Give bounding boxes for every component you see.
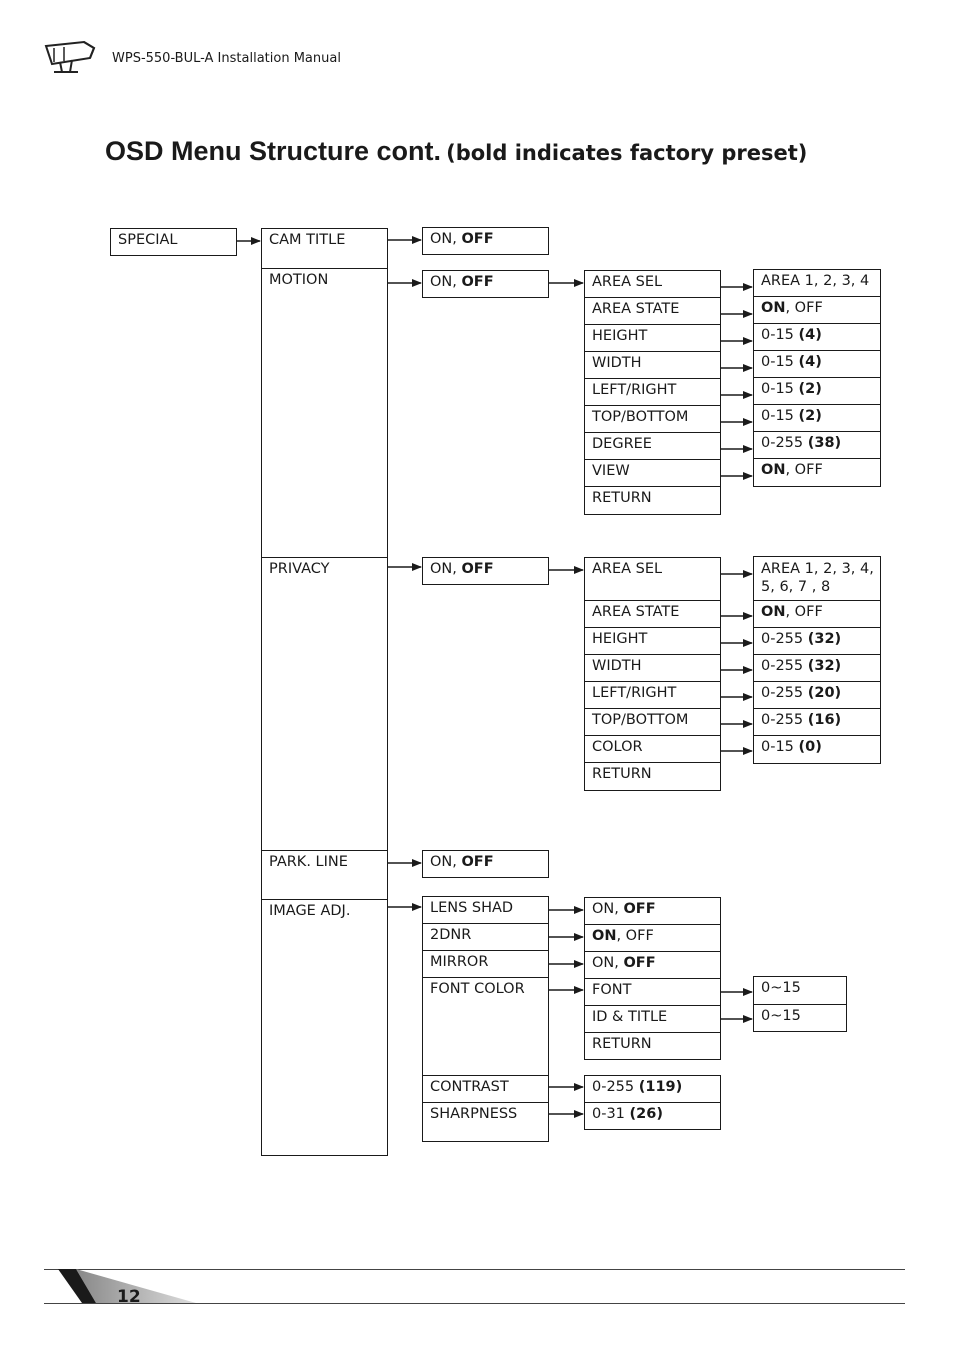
motion-val-degree: 0-255 (38) xyxy=(753,431,881,459)
font-color-sub-return: RETURN xyxy=(584,1032,721,1060)
motion-val-view: ON, OFF xyxy=(753,458,881,487)
privacy-val-height: 0-255 (32) xyxy=(753,627,881,655)
font-color-sub-font: FONT xyxy=(584,978,721,1006)
park-line-value: ON, OFF xyxy=(422,850,549,878)
privacy-val-width: 0-255 (32) xyxy=(753,654,881,682)
menu-motion: MOTION xyxy=(261,268,388,558)
image-val-2dnr: ON, OFF xyxy=(584,924,721,952)
image-sub-2dnr: 2DNR xyxy=(422,923,549,951)
privacy-sub-area-state: AREA STATE xyxy=(584,600,721,628)
privacy-value: ON, OFF xyxy=(422,557,549,585)
motion-sub-width: WIDTH xyxy=(584,351,721,379)
page-number: 12 xyxy=(117,1287,141,1307)
privacy-val-area-sel: AREA 1, 2, 3, 4, 5, 6, 7 , 8 xyxy=(753,556,881,601)
manual-title: WPS-550-BUL-A Installation Manual xyxy=(112,51,341,66)
privacy-val-area-state: ON, OFF xyxy=(753,600,881,628)
privacy-sub-area-sel: AREA SEL xyxy=(584,557,721,601)
menu-special: SPECIAL xyxy=(110,228,237,256)
sharpness-value: 0-31 (26) xyxy=(584,1102,721,1130)
menu-privacy: PRIVACY xyxy=(261,557,388,851)
title-sub: (bold indicates factory preset) xyxy=(446,141,808,165)
motion-sub-degree: DEGREE xyxy=(584,432,721,460)
privacy-sub-left-right: LEFT/RIGHT xyxy=(584,681,721,709)
image-sub-mirror: MIRROR xyxy=(422,950,549,978)
image-sub-lens-shad: LENS SHAD xyxy=(422,896,549,924)
motion-sub-left-right: LEFT/RIGHT xyxy=(584,378,721,406)
menu-cam-title: CAM TITLE xyxy=(261,228,388,269)
motion-sub-area-state: AREA STATE xyxy=(584,297,721,325)
privacy-val-left-right: 0-255 (20) xyxy=(753,681,881,709)
privacy-val-color: 0-15 (0) xyxy=(753,735,881,764)
image-sub-sharpness: SHARPNESS xyxy=(422,1102,549,1142)
motion-val-height: 0-15 (4) xyxy=(753,323,881,351)
image-sub-font-color: FONT COLOR xyxy=(422,977,549,1076)
image-sub-contrast: CONTRAST xyxy=(422,1075,549,1103)
privacy-sub-height: HEIGHT xyxy=(584,627,721,655)
motion-val-width: 0-15 (4) xyxy=(753,350,881,378)
privacy-sub-top-bottom: TOP/BOTTOM xyxy=(584,708,721,736)
title-main: OSD Menu Structure cont. xyxy=(105,136,442,166)
menu-park-line: PARK. LINE xyxy=(261,850,388,900)
motion-val-area-state: ON, OFF xyxy=(753,296,881,324)
font-color-val-font: 0~15 xyxy=(753,976,847,1005)
cam-title-value: ON, OFF xyxy=(422,227,549,255)
motion-sub-height: HEIGHT xyxy=(584,324,721,352)
motion-sub-return: RETURN xyxy=(584,486,721,515)
contrast-value: 0-255 (119) xyxy=(584,1075,721,1103)
motion-val-left-right: 0-15 (2) xyxy=(753,377,881,405)
motion-val-area-sel: AREA 1, 2, 3, 4 xyxy=(753,269,881,297)
font-color-sub-id-title: ID & TITLE xyxy=(584,1005,721,1033)
motion-sub-top-bottom: TOP/BOTTOM xyxy=(584,405,721,433)
image-val-mirror: ON, OFF xyxy=(584,951,721,979)
privacy-val-top-bottom: 0-255 (16) xyxy=(753,708,881,736)
motion-sub-view: VIEW xyxy=(584,459,721,487)
motion-value: ON, OFF xyxy=(422,270,549,298)
privacy-sub-return: RETURN xyxy=(584,762,721,791)
privacy-sub-color: COLOR xyxy=(584,735,721,763)
font-color-val-id-title: 0~15 xyxy=(753,1004,847,1032)
image-val-lens-shad: ON, OFF xyxy=(584,897,721,925)
motion-val-top-bottom: 0-15 (2) xyxy=(753,404,881,432)
menu-image-adj: IMAGE ADJ. xyxy=(261,899,388,1156)
privacy-sub-width: WIDTH xyxy=(584,654,721,682)
motion-sub-area-sel: AREA SEL xyxy=(584,270,721,298)
